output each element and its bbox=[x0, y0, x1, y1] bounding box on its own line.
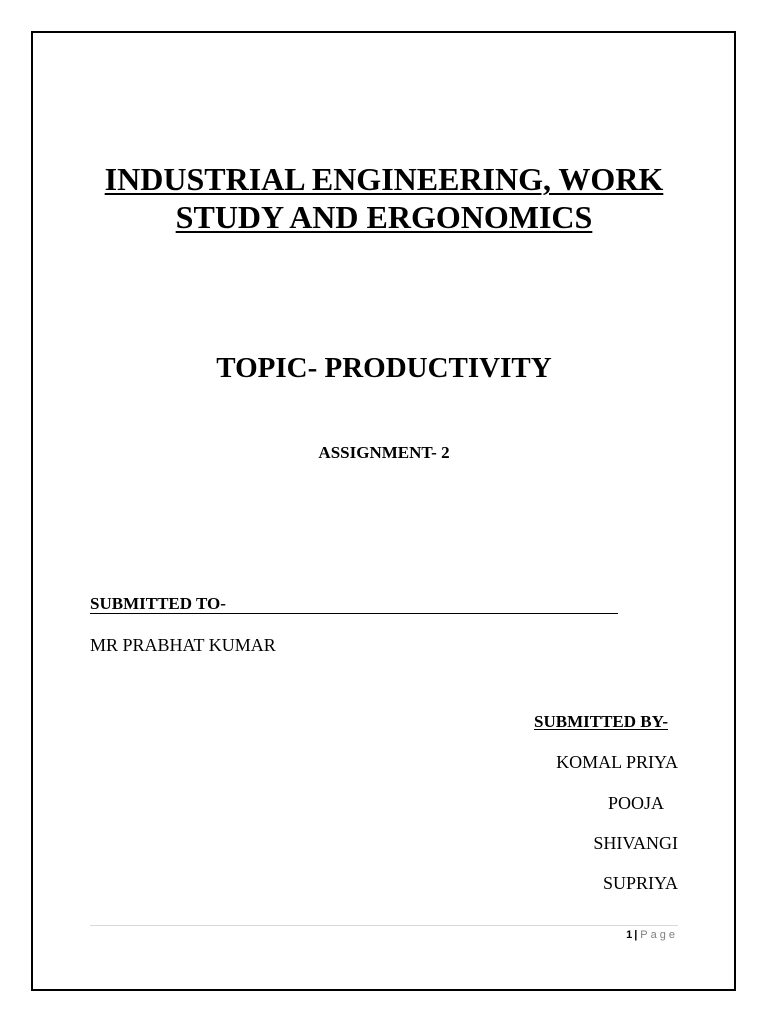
member-name: SHIVANGI bbox=[593, 833, 678, 853]
document-title bbox=[60, 160, 708, 236]
member-name: KOMAL PRIYA bbox=[556, 752, 678, 772]
page-number: 1 bbox=[626, 929, 633, 941]
footer-divider bbox=[90, 925, 678, 926]
submitted-to-name: MR PRABHAT KUMAR bbox=[90, 635, 276, 655]
page-word: Page bbox=[640, 929, 678, 941]
document-title-line-1: INDUSTRIAL ENGINEERING, WORK bbox=[104, 161, 664, 197]
submitted-by-label: SUBMITTED BY- bbox=[534, 712, 668, 731]
member-name: POOJA bbox=[607, 793, 664, 813]
page-separator: | bbox=[634, 929, 638, 941]
document-title-line-2: STUDY AND ERGONOMICS bbox=[175, 199, 593, 235]
assignment-label: ASSIGNMENT- 2 bbox=[318, 443, 450, 462]
topic-heading: TOPIC- PRODUCTIVITY bbox=[216, 352, 552, 384]
page-footer bbox=[626, 928, 678, 942]
submitted-to-label: SUBMITTED TO- bbox=[90, 595, 618, 614]
member-name: SUPRIYA bbox=[602, 873, 678, 893]
